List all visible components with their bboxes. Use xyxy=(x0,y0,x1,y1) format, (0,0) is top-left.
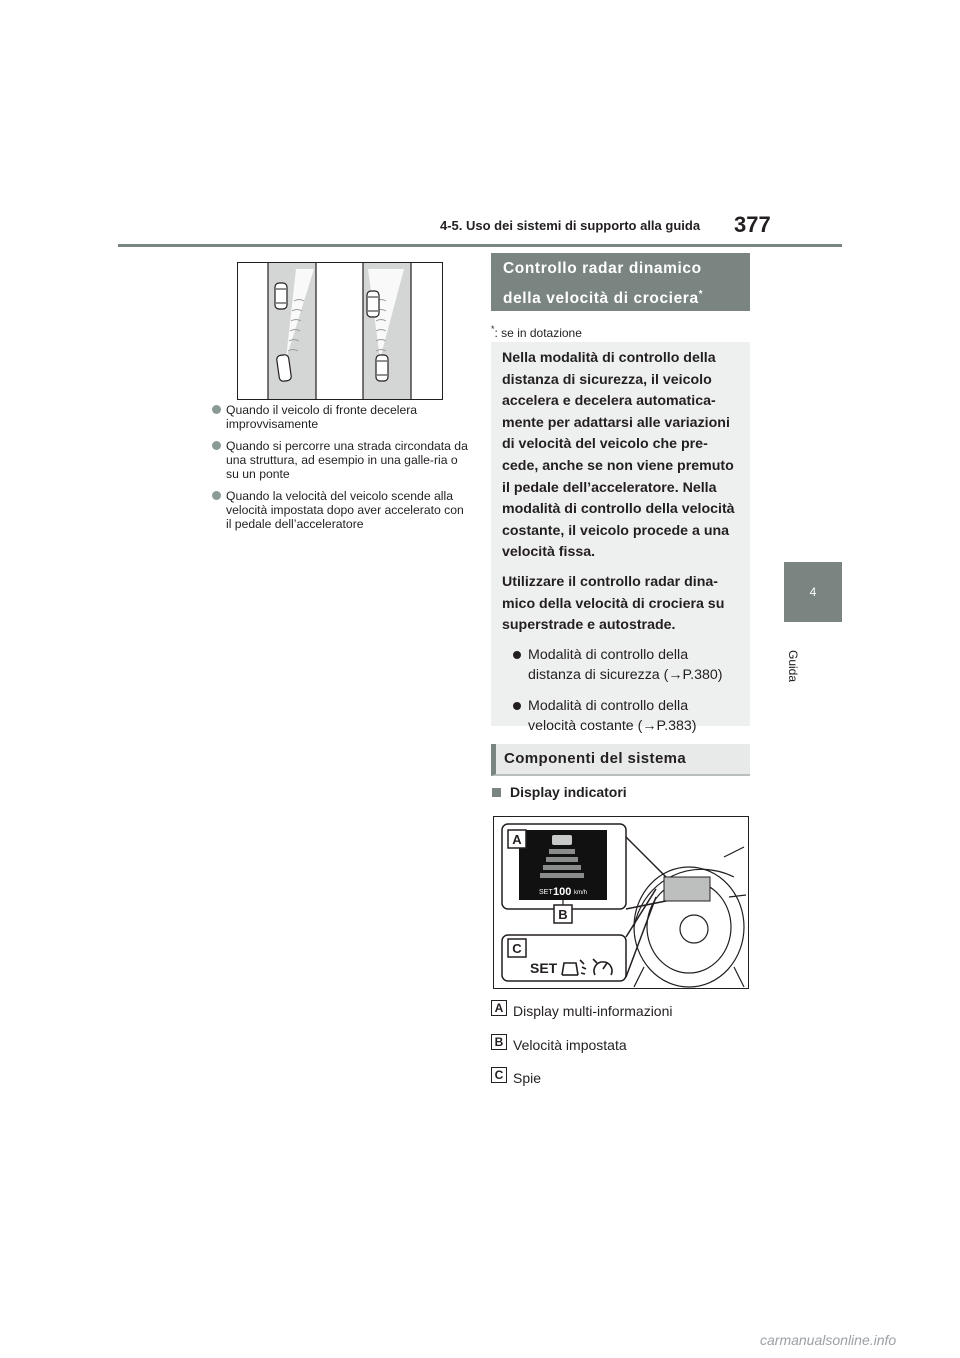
condition-list xyxy=(212,403,472,539)
chapter-number: 4 xyxy=(809,585,817,599)
square-bullet-icon xyxy=(492,788,501,797)
page-number: 377 xyxy=(734,212,771,237)
chapter-label-container xyxy=(786,652,806,692)
set-indicator: SET xyxy=(530,960,558,976)
road-scenario-illustration xyxy=(237,262,443,400)
callout-b: B xyxy=(558,907,568,922)
legend-item-c xyxy=(491,1067,541,1085)
set-speed-value: 100 xyxy=(553,886,572,898)
condition-item: Quando si percorre una strada circondata da una struttura, ad esempio in una galle-ria o su un ponte xyxy=(212,439,472,481)
section-heading-radar-cruise: Controllo radar dinamico della velocità di crociera* xyxy=(491,253,750,311)
display-figure-svg xyxy=(494,817,748,988)
legend-text: Velocità impostata xyxy=(513,1037,627,1053)
callout-c: C xyxy=(512,941,522,956)
legend-text: Display multi-informazioni xyxy=(513,1003,673,1019)
bullet-icon xyxy=(513,702,521,710)
legend-key: C xyxy=(491,1067,507,1083)
condition-item: Quando la velocità del veicolo scende alla velocità impostata dopo aver accelerato con il pedale dell’acceleratore xyxy=(212,489,472,531)
watermark: carmanualsonline.info xyxy=(760,1332,897,1348)
bullet-icon xyxy=(212,405,221,414)
info-paragraph: Utilizzare il controllo radar dina-mico della velocità di crociera su superstrade e autostrade. xyxy=(502,573,725,634)
section-title: 4-5. Uso dei sistemi di supporto alla guida xyxy=(440,218,701,233)
footnote: *: se in dotazione xyxy=(491,324,582,340)
header-rule xyxy=(118,244,842,247)
callout-a: A xyxy=(512,832,522,847)
bullet-icon xyxy=(212,491,221,500)
display-indicators-figure xyxy=(493,816,749,989)
legend-item-a xyxy=(491,1000,673,1018)
legend-key: A xyxy=(491,1000,507,1016)
info-box xyxy=(491,342,750,734)
legend-text: Spie xyxy=(513,1070,542,1086)
road-scenario-svg xyxy=(238,263,442,399)
chapter-tab xyxy=(784,562,842,622)
legend-key: B xyxy=(491,1034,507,1050)
set-speed-label: SET xyxy=(539,889,553,896)
bullet-icon xyxy=(212,441,221,450)
info-paragraph: Nella modalità di controllo della distanza di sicurezza, il veicolo accelera e decelera automatica-mente per adattarsi alle variazioni di velocità del veicolo che pre-cede, anche se non viene premuto il pedale dell’acceleratore. Nella modalità di controllo della velocità costante, il veicolo procede a una velocità fissa. xyxy=(502,350,735,561)
mode-item: Modalità di controllo della distanza di sicurezza (→P.380) xyxy=(502,645,739,685)
set-speed-unit: km/h xyxy=(574,890,588,896)
bullet-icon xyxy=(513,651,521,659)
subheading-display: Display indicatori xyxy=(492,784,627,800)
condition-item: Quando il veicolo di fronte decelera improvvisamente xyxy=(212,403,472,431)
chapter-label: Guida xyxy=(786,650,800,683)
mode-item: Modalità di controllo della velocità costante (→P.383) xyxy=(502,696,739,736)
legend-item-b xyxy=(491,1034,627,1052)
section-heading-components: Componenti del sistema xyxy=(491,744,750,776)
